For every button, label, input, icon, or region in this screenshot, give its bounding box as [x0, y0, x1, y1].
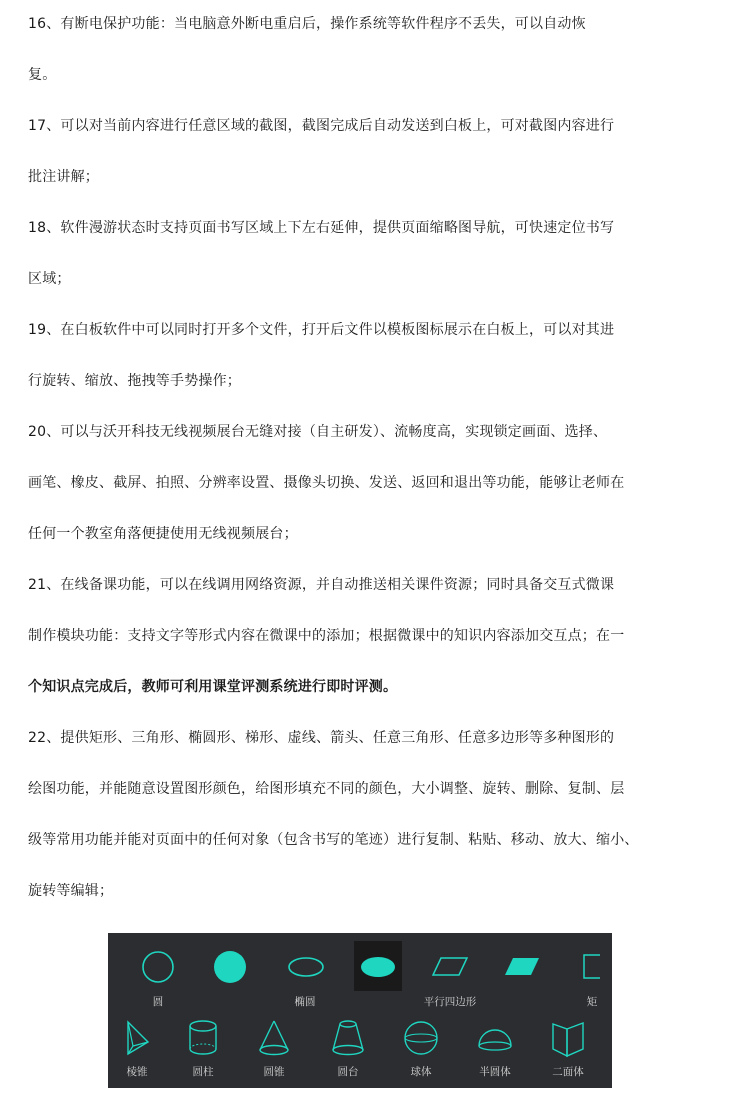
circle-filled-icon	[212, 949, 248, 985]
item-16	[28, 0, 718, 101]
label-frustum: 圆台	[337, 1066, 359, 1078]
text-line: 22、提供矩形、三角形、椭圆形、梯形、虚线、箭头、任意三角形、任意多边形等多种图形的	[28, 730, 615, 746]
text-line: 旋转等编辑；	[28, 883, 114, 899]
item-20	[28, 407, 718, 560]
cone-icon	[256, 1018, 292, 1058]
text-line: 18、软件漫游状态时支持页面书写区域上下左右延伸，提供页面缩略图导航，可快速定位书写	[28, 220, 615, 236]
text-line: 复。	[28, 67, 57, 83]
text-line: 17、可以对当前内容进行任意区域的截图，截图完成后自动发送到白板上，可对截图内容进行	[28, 118, 615, 134]
shape-palette	[108, 933, 612, 1088]
dihedral-icon	[548, 1018, 588, 1058]
label-cylinder: 圆柱	[192, 1066, 214, 1078]
pyramid-icon	[120, 1018, 154, 1058]
item-22	[28, 713, 718, 917]
text-line: 画笔、橡皮、截屏、拍照、分辨率设置、摄像头切换、发送、返回和退出等功能，能够让老师在	[28, 475, 625, 491]
parallelogram-filled-icon	[502, 955, 542, 979]
item-19	[28, 305, 718, 407]
label-dihedral: 二面体	[552, 1066, 584, 1078]
parallelogram-outline-icon	[430, 955, 470, 979]
text-line: 行旋转、缩放、拖拽等手势操作；	[28, 373, 241, 389]
label-circle: 圆	[152, 996, 164, 1008]
label-sphere: 球体	[410, 1066, 432, 1078]
item-21	[28, 560, 718, 713]
text-line: 个知识点完成后，教师可利用课堂评测系统进行即时评测。	[28, 679, 398, 695]
text-line: 区域；	[28, 271, 71, 287]
text-line: 21、在线备课功能，可以在线调用网络资源，并自动推送相关课件资源；同时具备交互式微课	[28, 577, 615, 593]
text-line: 级等常用功能并能对页面中的任何对象（包含书写的笔迹）进行复制、粘贴、移动、放大、缩小、	[28, 832, 639, 848]
cylinder-icon	[186, 1018, 220, 1058]
text-line: 制作模块功能：支持文字等形式内容在微课中的添加；根据微课中的知识内容添加交互点；在一	[28, 628, 625, 644]
item-18	[28, 203, 718, 305]
label-ellipse: 椭圆	[294, 996, 316, 1008]
label-pyramid: 棱锥	[126, 1066, 148, 1078]
frustum-icon	[330, 1018, 366, 1058]
document-body	[28, 0, 718, 917]
text-line: 任何一个教室角落便捷使用无线视频展台；	[28, 526, 298, 542]
label-hemisphere: 半圆体	[479, 1066, 511, 1078]
item-17	[28, 101, 718, 203]
label-rectangle-partial: 矩	[586, 996, 598, 1008]
text-line: 20、可以与沃开科技无线视频展台无缝对接（自主研发）、流畅度高，实现锁定画面、选择、	[28, 424, 608, 440]
text-line: 绘图功能，并能随意设置图形颜色，给图形填充不同的颜色，大小调整、旋转、删除、复制、层	[28, 781, 625, 797]
label-parallelogram: 平行四边形	[423, 996, 477, 1008]
ellipse-outline-icon	[286, 955, 326, 979]
circle-outline-icon	[140, 949, 176, 985]
ellipse-filled-icon	[358, 955, 398, 979]
text-line: 19、在白板软件中可以同时打开多个文件，打开后文件以模板图标展示在白板上，可以对其进	[28, 322, 615, 338]
hemisphere-icon	[476, 1018, 514, 1058]
sphere-icon	[402, 1018, 440, 1058]
text-line: 批注讲解；	[28, 169, 99, 185]
rectangle-outline-icon	[578, 952, 612, 982]
label-cone: 圆锥	[263, 1066, 285, 1078]
text-line: 16、有断电保护功能：当电脑意外断电重启后，操作系统等软件程序不丢失，可以自动恢	[28, 16, 586, 32]
